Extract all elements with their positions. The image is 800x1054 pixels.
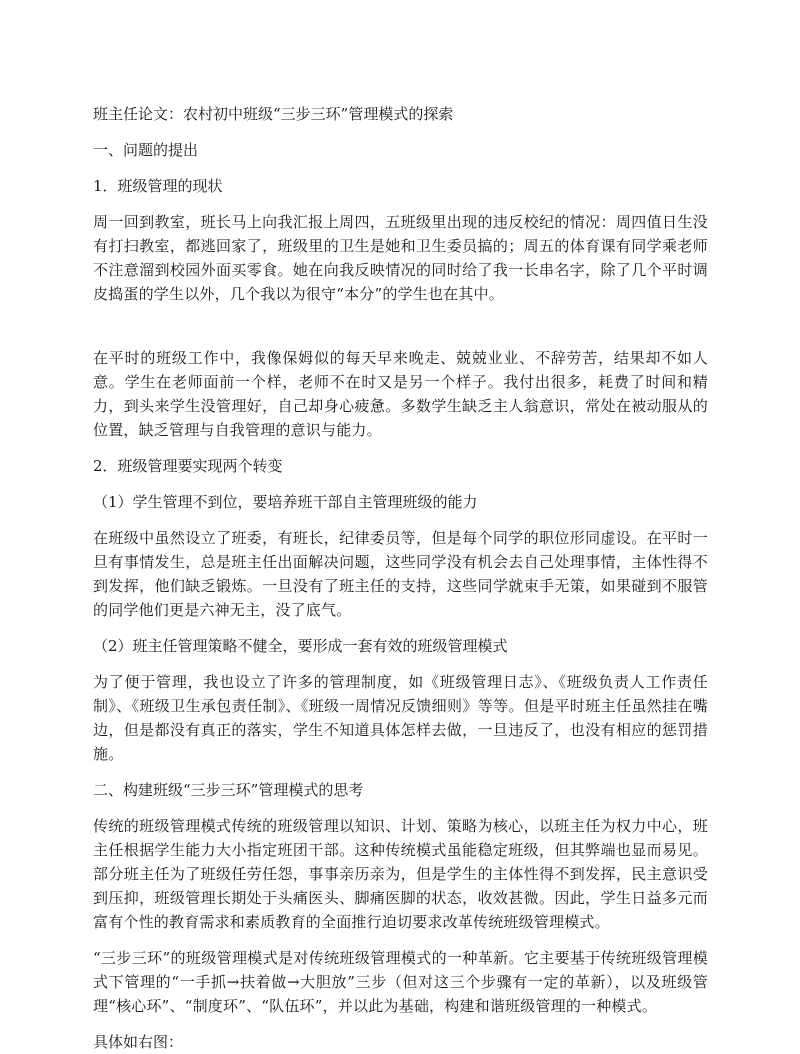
subsection-heading-2: 2．班级管理要实现两个转变 <box>93 457 283 475</box>
document-title: 班主任论文：农村初中班级“三步三环”管理模式的探索 <box>93 105 454 123</box>
paragraph-three-step-model: “三步三环”的班级管理模式是对传统班级管理模式的一种革新。它主要基于传统班级管理模式下管理的“一手抓→扶着做→大胆放”三步（但对这三个步骤有一定的革新），以及班级管理“核心环”、“制度环”、“队伍环”，并以此为基础，构建和谐班级管理的一种模式。 <box>93 949 708 1015</box>
section-heading-1: 一、问题的提出 <box>93 141 199 159</box>
section-heading-2: 二、构建班级“三步三环”管理模式的思考 <box>93 781 364 799</box>
paragraph-traditional-model: 传统的班级管理模式传统的班级管理以知识、计划、策略为核心，以班主任为权力中心，班主任根据学生能力大小指定班团干部。这种传统模式虽能稳定班级，但其弊端也显而易见。部分班主任为了班级任劳任怨，事事亲历亲为，但是学生的主体性得不到发挥，民主意识受到压抑，班级管理长期处于头痛医头、脚痛医脚的状态，收效甚微。因此，学生日益多元而富有个性的教育需求和素质教育的全面推行迫切要求改革传统班级管理模式。 <box>93 817 708 931</box>
paragraph-class-committee: 在班级中虽然设立了班委，有班长，纪律委员等，但是每个同学的职位形同虚设。在平时一旦有事情发生，总是班主任出面解决问题，这些同学没有机会去自己处理事情，主体性得不到发挥，他们缺乏锻炼。一旦没有了班主任的支持，这些同学就束手无策，如果碰到不服管的同学他们更是六神无主，没了底气。 <box>93 529 708 619</box>
paragraph-management-rules: 为了便于管理，我也设立了许多的管理制度，如《班级管理日志》、《班级负责人工作责任制》、《班级卫生承包责任制》、《班级一周情况反馈细则》等等。但是平时班主任虽然挂在嘴边，但是都没有真正的落实，学生不知道具体怎样去做，一旦违反了，也没有相应的惩罚措施。 <box>93 673 708 763</box>
paragraph-see-figure: 具体如右图： <box>93 1033 184 1051</box>
item-heading-1: （1）学生管理不到位，要培养班干部自主管理班级的能力 <box>93 493 478 511</box>
subsection-heading-1: 1．班级管理的现状 <box>93 177 223 195</box>
paragraph-status-report: 周一回到教室，班长马上向我汇报上周四，五班级里出现的违反校纪的情况：周四值日生没有打扫教室，都逃回家了，班级里的卫生是她和卫生委员搞的；周五的体育课有同学乘老师不注意溜到校园外面买零食。她在向我反映情况的同时给了我一长串名字，除了几个平时调皮捣蛋的学生以外，几个我以为很守“本分”的学生也在其中。 <box>93 213 708 303</box>
item-heading-2: （2）班主任管理策略不健全，要形成一套有效的班级管理模式 <box>93 637 508 655</box>
paragraph-daily-work: 在平时的班级工作中，我像保姆似的每天早来晚走、兢兢业业、不辞劳苦，结果却不如人意。学生在老师面前一个样，老师不在时又是另一个样子。我付出很多，耗费了时间和精力，到头来学生没管理好，自己却身心疲惫。多数学生缺乏主人翁意识，常处在被动服从的位置，缺乏管理与自我管理的意识与能力。 <box>93 349 708 439</box>
